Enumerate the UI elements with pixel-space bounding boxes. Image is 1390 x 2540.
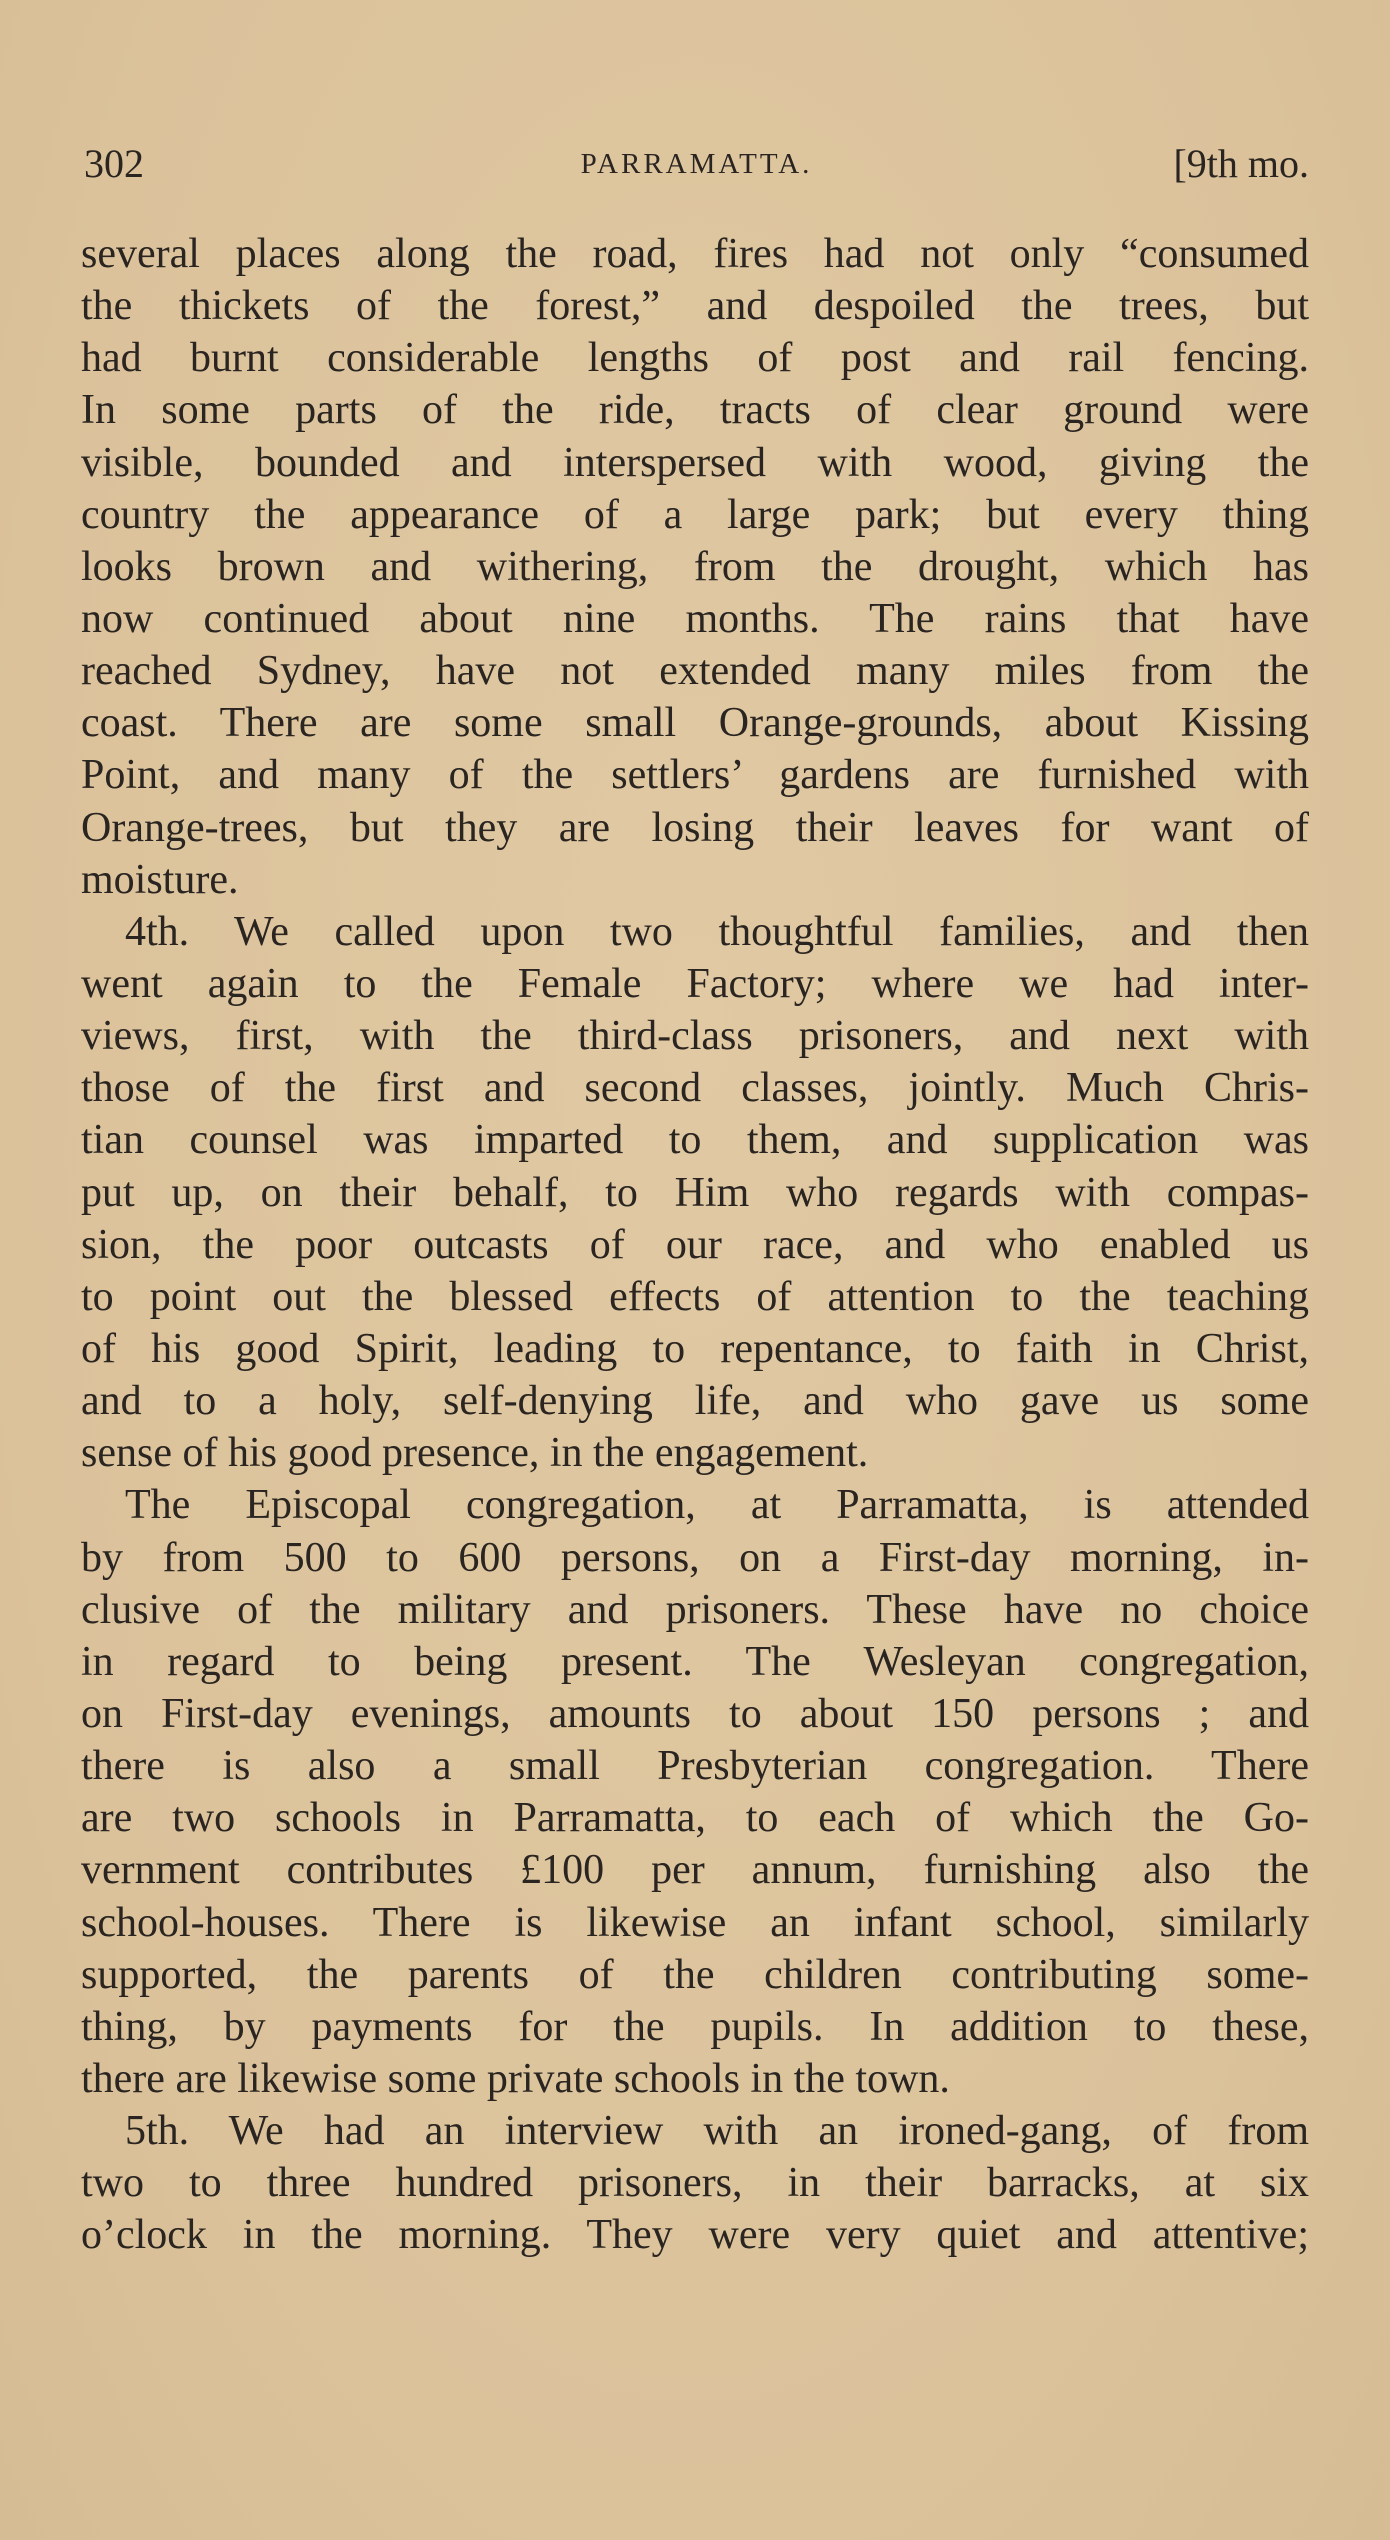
- text-line: of his good Spirit, leading to repentance, to faith in Christ,: [81, 1325, 1309, 1372]
- text-line: tian counsel was imparted to them, and supplication was: [81, 1117, 1309, 1164]
- text-line: 5th. We had an interview with an ironed-gang, of from: [125, 2108, 1309, 2155]
- text-line: in regard to being present. The Wesleyan congregation,: [81, 1638, 1309, 1685]
- text-line: 4th. We called upon two thoughtful families, and then: [125, 908, 1309, 955]
- text-line: and to a holy, self-denying life, and who gave us some: [81, 1378, 1309, 1425]
- text-line: are two schools in Parramatta, to each of which the Go-: [81, 1795, 1309, 1842]
- text-line: Orange-trees, but they are losing their leaves for want of: [81, 804, 1309, 851]
- text-line: two to three hundred prisoners, in their barracks, at six: [81, 2160, 1309, 2207]
- text-line: thing, by payments for the pupils. In addition to these,: [81, 2003, 1309, 2050]
- page-number: 302: [84, 141, 144, 186]
- text-line: coast. There are some small Orange-grounds, about Kissing: [81, 700, 1309, 747]
- text-line: looks brown and withering, from the drought, which has: [81, 543, 1309, 590]
- text-line: views, first, with the third-class prisoners, and next with: [81, 1013, 1309, 1060]
- text-line: to point out the blessed effects of attention to the teaching: [81, 1273, 1309, 1320]
- text-line: on First-day evenings, amounts to about 150 persons ; and: [81, 1690, 1309, 1737]
- text-line: now continued about nine months. The rains that have: [81, 595, 1309, 642]
- text-line: the thickets of the forest,” and despoiled the trees, but: [81, 283, 1309, 330]
- text-line: went again to the Female Factory; where we had inter-: [81, 960, 1309, 1007]
- text-line: visible, bounded and interspersed with wood, giving the: [81, 439, 1309, 486]
- text-line: In some parts of the ride, tracts of clear ground were: [81, 387, 1309, 434]
- text-line: Point, and many of the settlers’ gardens are furnished with: [81, 752, 1309, 799]
- text-line: by from 500 to 600 persons, on a First-day morning, in-: [81, 1534, 1309, 1581]
- text-line: country the appearance of a large park; but every thing: [81, 491, 1309, 538]
- text-line: reached Sydney, have not extended many miles from the: [81, 648, 1309, 695]
- text-line: The Episcopal congregation, at Parramatta, is attended: [125, 1482, 1309, 1529]
- text-line: supported, the parents of the children contributing some-: [81, 1951, 1309, 1998]
- text-line: clusive of the military and prisoners. These have no choice: [81, 1586, 1309, 1633]
- section-marker: [9th mo.: [1173, 141, 1309, 186]
- text-line: those of the first and second classes, jointly. Much Chris-: [81, 1065, 1309, 1112]
- text-line: several places along the road, fires had not only “consumed: [81, 231, 1309, 277]
- running-title: PARRAMATTA.: [580, 148, 813, 180]
- text-line: school-houses. There is likewise an infant school, similarly: [81, 1899, 1309, 1946]
- text-line: o’clock in the morning. They were very quiet and attentive;: [81, 2212, 1309, 2259]
- text-line: vernment contributes £100 per annum, furnishing also the: [81, 1847, 1309, 1894]
- text-line: there are likewise some private schools in the town.: [81, 2055, 950, 2102]
- text-line: sense of his good presence, in the engagement.: [81, 1430, 869, 1477]
- body-text: [81, 228, 1309, 2261]
- text-line: moisture.: [81, 856, 239, 903]
- page-header: [84, 140, 1309, 184]
- text-line: there is also a small Presbyterian congregation. There: [81, 1743, 1309, 1790]
- text-line: put up, on their behalf, to Him who regards with compas-: [81, 1169, 1309, 1216]
- text-line: had burnt considerable lengths of post and rail fencing.: [81, 335, 1309, 382]
- text-line: sion, the poor outcasts of our race, and who enabled us: [81, 1221, 1309, 1268]
